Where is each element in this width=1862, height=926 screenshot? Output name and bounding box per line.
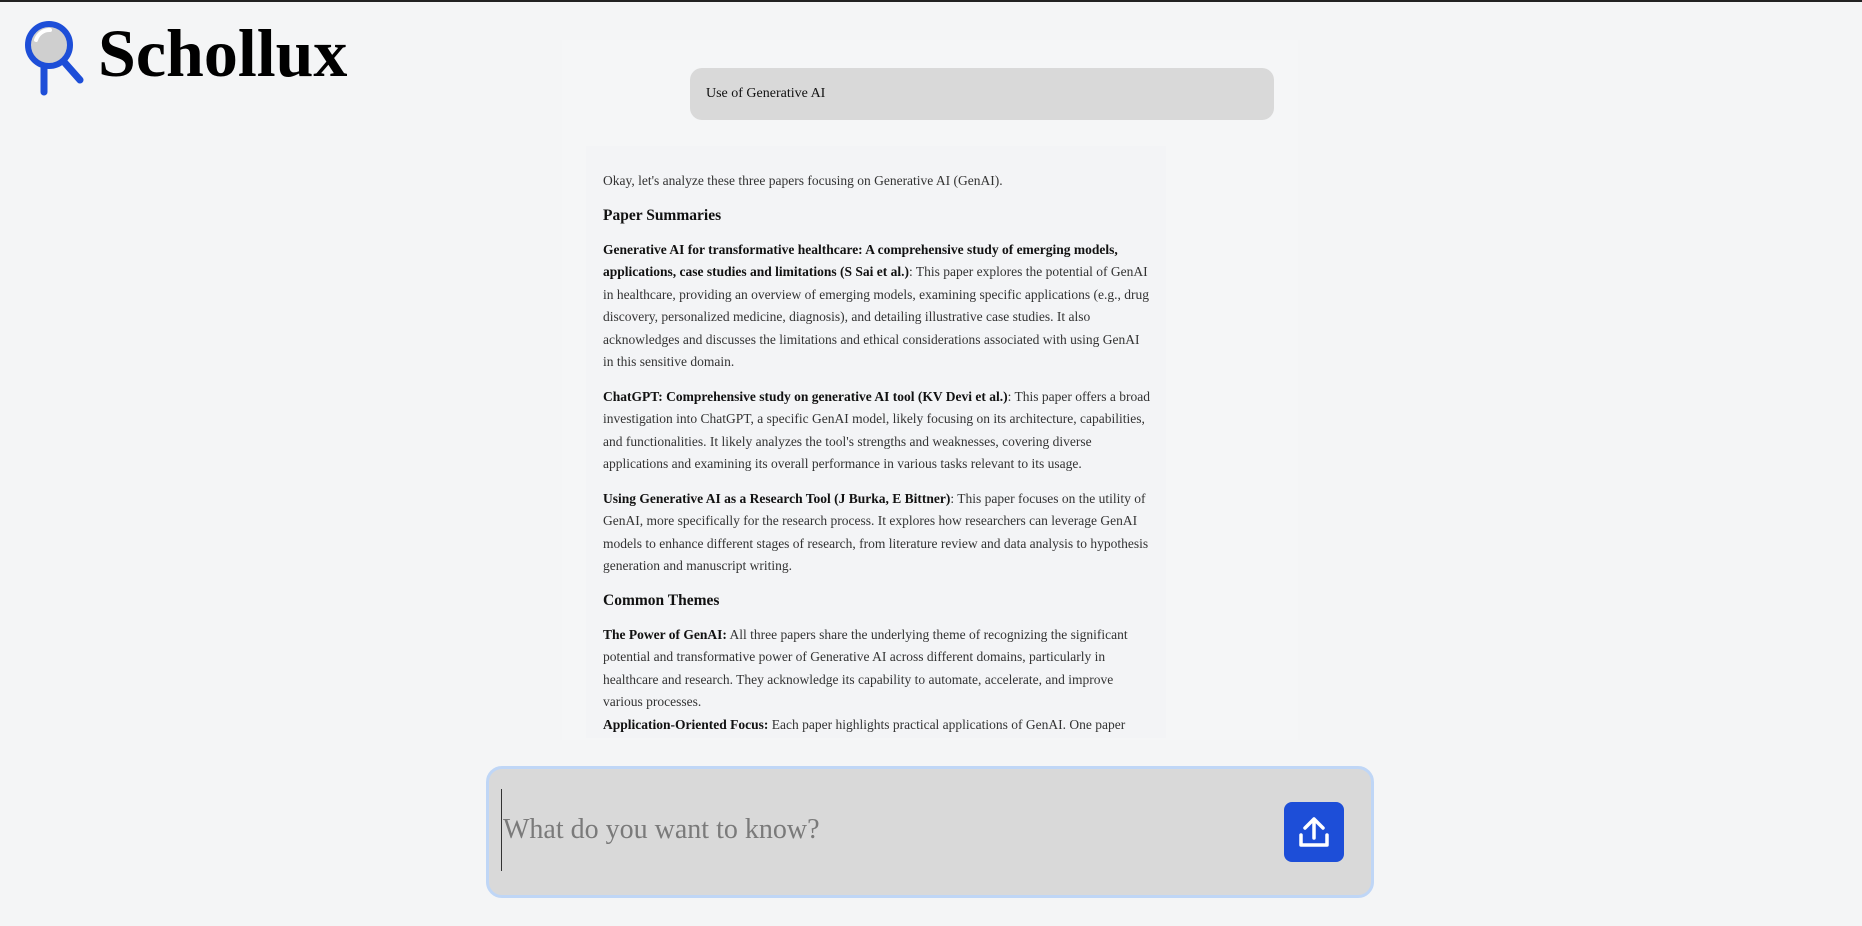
paper-title: ChatGPT: Comprehensive study on generative AI tool (KV Devi et al.) — [603, 388, 1008, 404]
magnifier-icon — [22, 18, 90, 96]
question-input[interactable] — [501, 789, 1265, 871]
composer — [486, 766, 1374, 898]
paper-summary — [603, 488, 1150, 578]
assistant-answer — [586, 146, 1166, 738]
theme-item — [603, 624, 1150, 714]
paper-summaries-heading: Paper Summaries — [603, 206, 722, 224]
paper-title: Using Generative AI as a Research Tool (J Burka, E Bittner) — [603, 490, 951, 506]
app-name: Schollux — [98, 15, 348, 91]
paper-summary-text: : This paper explores the potential of GenAI in healthcare, providing an overview of emerging models, examining specific applications (e.g., drug discovery, personalized medicine, diagnosis), and detailing illustrative case studies. It also acknowledges and discusses the limitations and ethical considerations associated with using GenAI in this sensitive domain. — [603, 264, 1149, 369]
app-logo[interactable] — [22, 15, 348, 96]
user-query-text: Use of Generative AI — [706, 86, 826, 101]
submit-button[interactable] — [1284, 802, 1344, 862]
theme-title: Application-Oriented Focus: — [603, 716, 769, 732]
theme-item — [603, 714, 1150, 737]
user-query-bubble — [690, 68, 1274, 120]
theme-text: Each paper highlights practical applications of GenAI. One paper — [768, 716, 1126, 732]
paper-title: Generative AI for transformative healthcare: A comprehensive study of emerging models, applications, case studies and limitations (S Sai et al.) — [603, 241, 1118, 279]
paper-summary-text: : This paper focuses on the utility of GenAI, more specifically for the research process. It explores how researchers can leverage GenAI models to enhance different stages of research, from literature review and data analysis to hypothesis generation and manuscript writing. — [603, 490, 1149, 573]
common-themes-heading: Common Themes — [603, 591, 720, 609]
paper-summary — [603, 386, 1150, 476]
answer-intro: Okay, let's analyze these three papers focusing on Generative AI (GenAI). — [603, 173, 1003, 188]
paper-summary-text: : This paper offers a broad investigation into ChatGPT, a specific GenAI model, likely focusing on its architecture, capabilities, and functionalities. It likely analyzes the tool's strengths and weaknesses, covering diverse applications and examining its overall performance in various tasks relevant to its usage. — [603, 388, 1150, 471]
upload-icon — [1296, 814, 1332, 850]
window-top-border — [0, 0, 1862, 2]
theme-text: All three papers share the underlying theme of recognizing the significant potential and transformative power of Generative AI across different domains, particularly in healthcare and research. They acknowledge its capability to automate, accelerate, and improve various processes. — [603, 626, 1128, 709]
paper-summary — [603, 239, 1150, 374]
theme-title: The Power of GenAI: — [603, 626, 727, 642]
